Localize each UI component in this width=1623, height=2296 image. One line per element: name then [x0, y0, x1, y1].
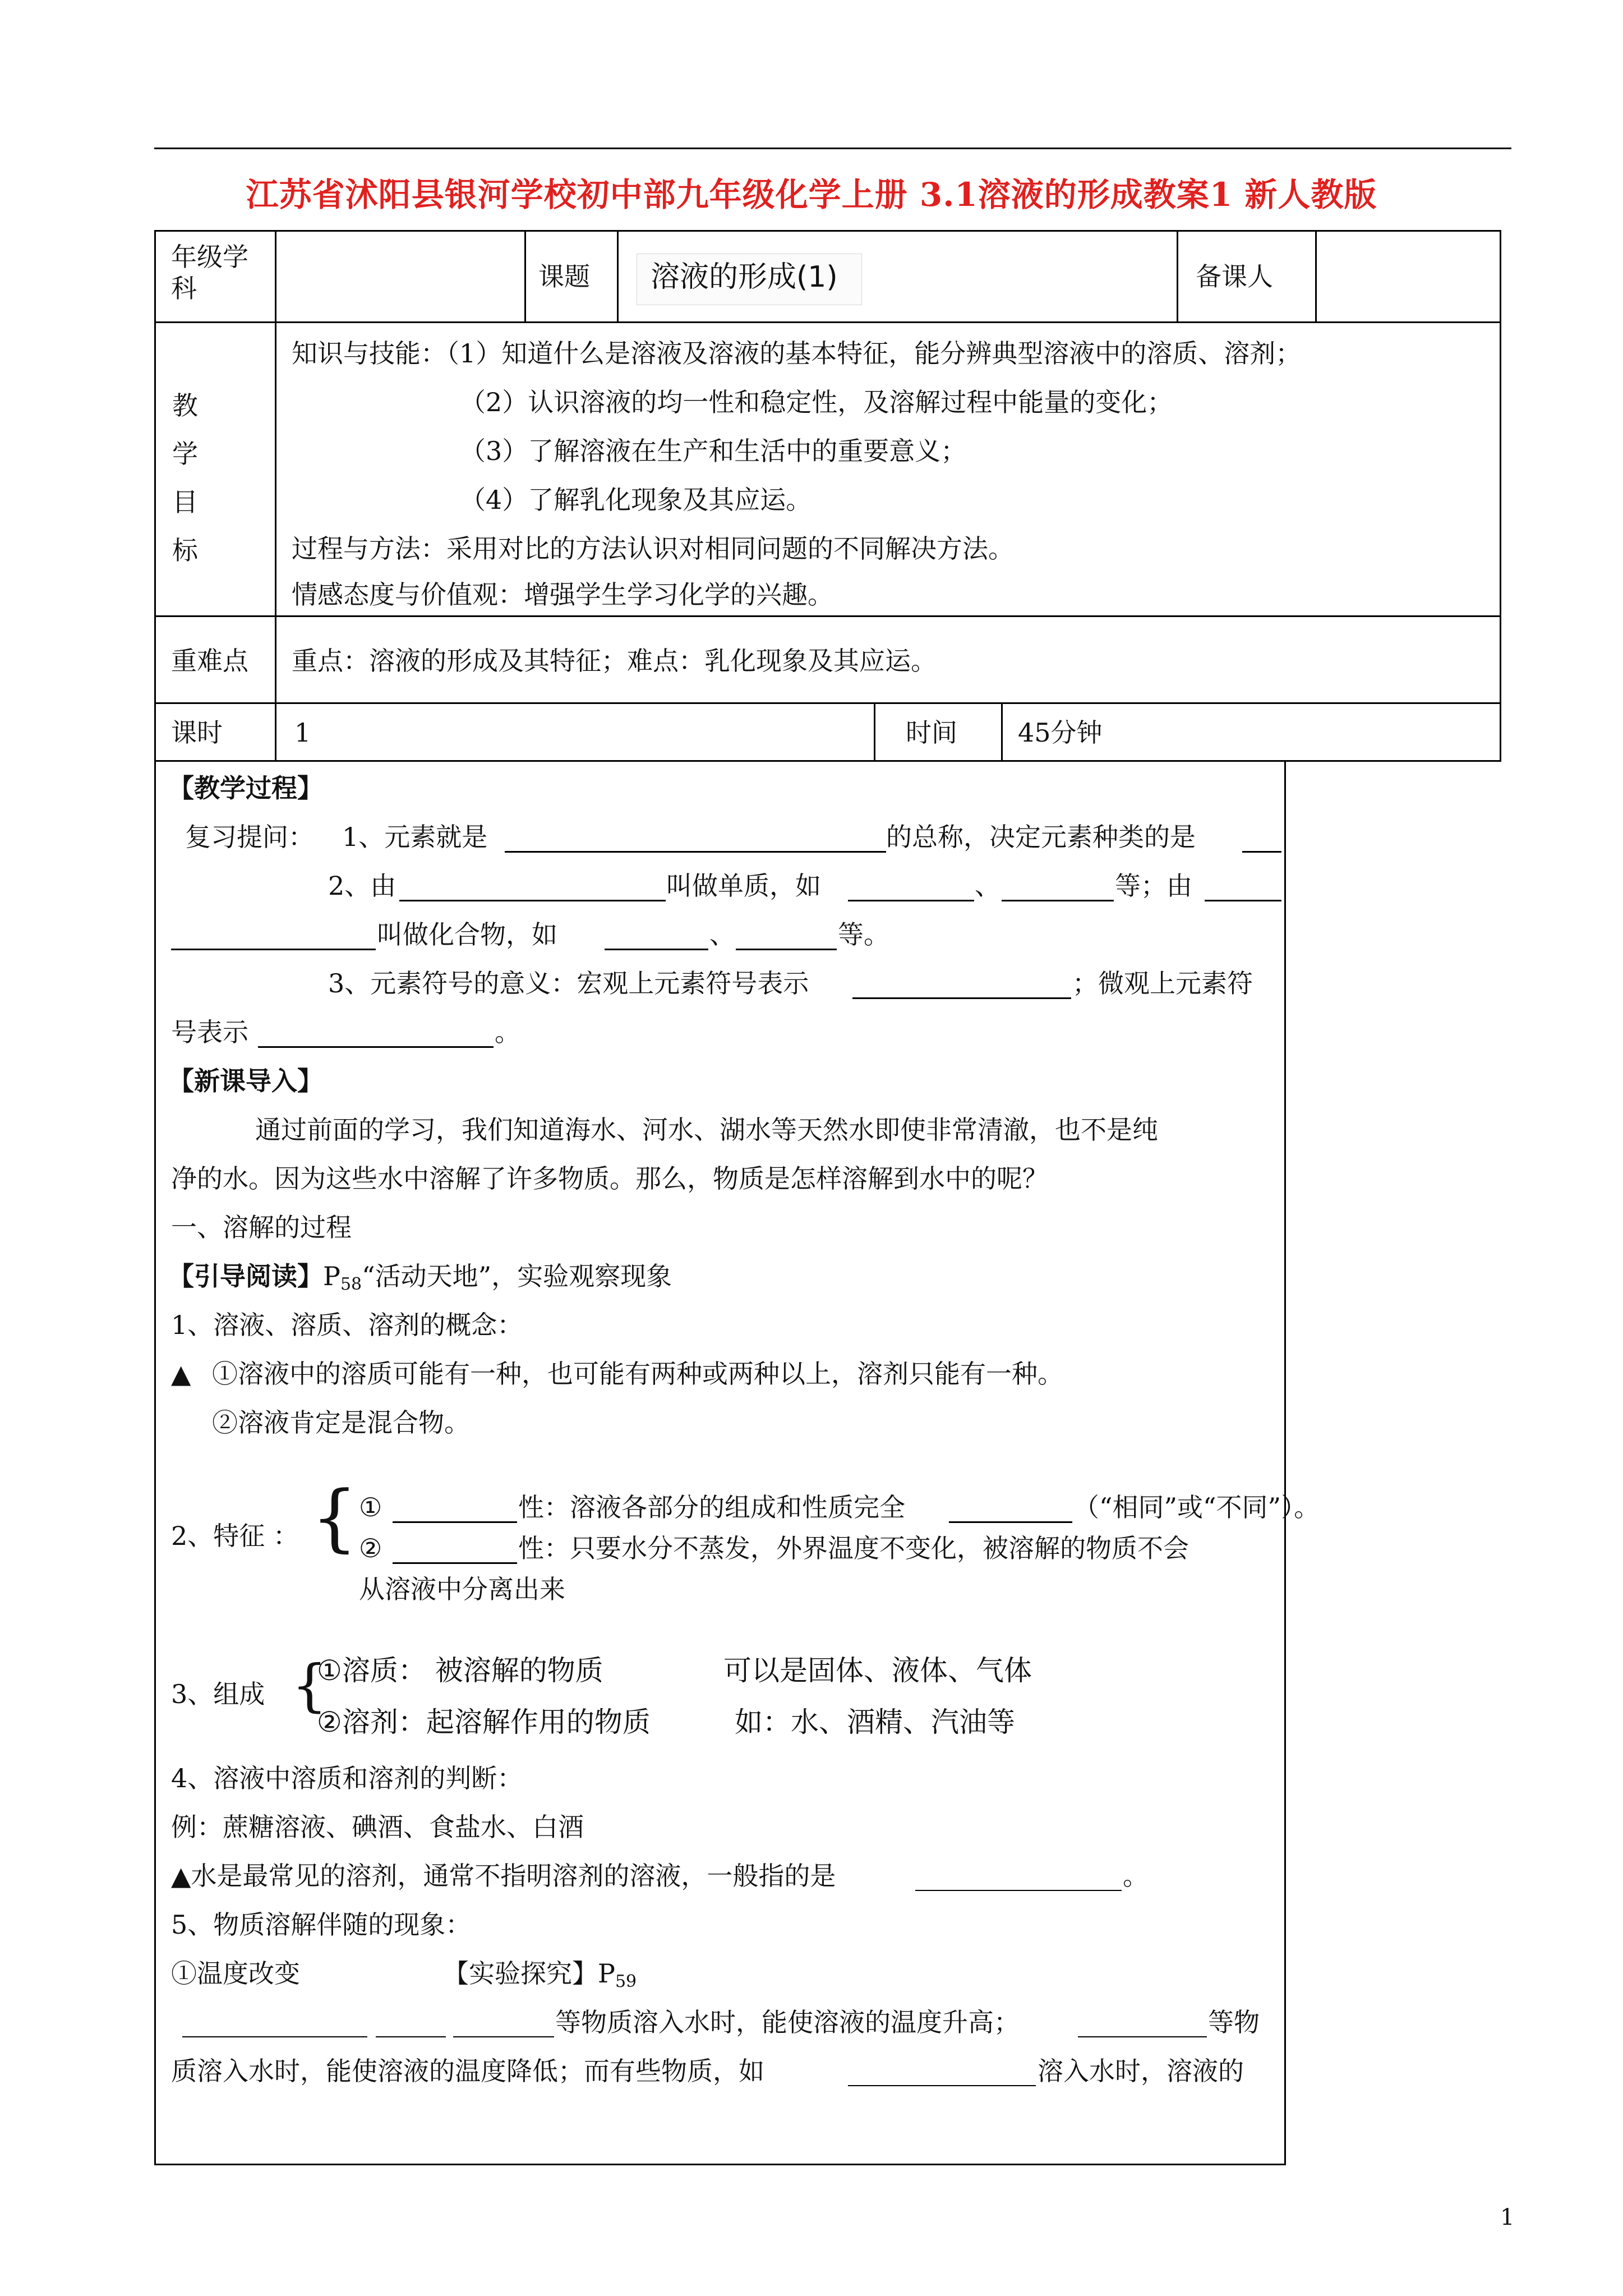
key-points-label: 重难点 — [171, 646, 248, 676]
blank-q3-1[interactable] — [852, 997, 1071, 999]
line-b: 等物 — [1208, 2007, 1260, 2037]
composition-2: ②溶剂：起溶解作用的物质 — [317, 1706, 651, 1738]
guide-reading: 【引导阅读】$P_{58}“$活动天地”，实验观察现象 — [168, 1261, 672, 1294]
blank-q2-5[interactable] — [171, 949, 376, 950]
time-label: 时间 — [906, 717, 957, 748]
grade-subject-label: 年级学 科 — [171, 242, 248, 303]
feature-2-num: ② — [359, 1533, 382, 1563]
feature-2-cont: 从溶液中分离出来 — [359, 1574, 565, 1604]
intro-line-1: 通过前面的学习，我们知道海水、河水、湖水等天然水即使非常清澈，也不是纯 — [255, 1115, 1158, 1145]
blank-q1-2[interactable] — [1242, 851, 1281, 853]
q2-d: 等；由 — [1115, 871, 1192, 901]
q2-c: 、 — [975, 871, 1000, 901]
line-c: 质溶入水时，能使溶液的温度降低；而有些物质，如 — [171, 2056, 764, 2086]
feature-1-hint: （“相同”或“不同”）。 — [1073, 1492, 1320, 1522]
process-heading: 【教学过程】 — [168, 773, 323, 803]
temp-change: ①温度改变 — [171, 1958, 300, 1989]
feature-1-num: ① — [359, 1492, 382, 1522]
goal-line-4: （4）了解乳化现象及其应运。 — [460, 485, 812, 515]
section-1-heading: 一、溶解的过程 — [171, 1212, 352, 1243]
q3-b: ；微观上元素符 — [1072, 968, 1253, 999]
composition-1: ①溶质： 被溶解的物质 — [317, 1654, 603, 1687]
line-d: 溶入水时，溶液的 — [1038, 2056, 1244, 2086]
goal-line-6: 情感态度与价值观：增强学生学习化学的兴趣。 — [292, 579, 833, 610]
feature-label: 2、特征 ： — [171, 1521, 299, 1551]
hours-label: 课时 — [171, 717, 223, 748]
water-note: ▲水是最常见的溶剂，通常不指明溶剂的溶液，一般指的是 — [171, 1861, 836, 1891]
feature-brace: { — [311, 1475, 358, 1560]
blank-q2-4[interactable] — [1205, 900, 1281, 901]
feature-1-text: 性：溶液各部分的组成和性质完全 — [518, 1492, 905, 1522]
topic-value: 溶液的形成(1) — [651, 260, 838, 294]
q3-a: 3、元素符号的意义：宏观上元素符号表示 — [328, 968, 809, 999]
composition-label: 3、组成 — [171, 1679, 265, 1709]
blank-feature-1b[interactable] — [949, 1521, 1072, 1523]
q3-d: 。 — [495, 1017, 520, 1047]
note-1: ①溶液中的溶质可能有一种，也可能有两种或两种以上，溶剂只能有一种。 — [212, 1359, 1063, 1389]
goal-line-5: 过程与方法：采用对比的方法认识对相同问题的不同解决方法。 — [292, 533, 1014, 564]
blank-5-4[interactable] — [1078, 2036, 1207, 2037]
hours-value: 1 — [294, 717, 311, 748]
blank-q1-1[interactable] — [505, 851, 886, 853]
composition-2-detail: 如：水、酒精、汽油等 — [735, 1706, 1015, 1738]
composition-brace: { — [292, 1653, 328, 1718]
item-5: 5、物质溶解伴随的现象： — [171, 1910, 472, 1940]
q2-e: 叫做化合物，如 — [377, 919, 557, 950]
note-2: ②溶液肯定是混合物。 — [212, 1407, 470, 1438]
blank-5-5[interactable] — [848, 2085, 1036, 2086]
blank-q3-2[interactable] — [258, 1046, 494, 1048]
blank-feature-2[interactable] — [393, 1562, 517, 1564]
triangle-marker: ▲ — [171, 1359, 191, 1389]
intro-line-2: 净的水。因为这些水中溶解了许多物质。那么，物质是怎样溶解到水中的呢？ — [171, 1163, 1048, 1194]
q1-a: 1、元素就是 — [342, 822, 488, 852]
q2-g: 等。 — [838, 919, 889, 950]
blank-q2-2[interactable] — [848, 900, 974, 901]
top-rule — [154, 148, 1511, 149]
blank-5-2[interactable] — [376, 2036, 446, 2037]
goals-label: 教 学 目 标 — [172, 390, 198, 565]
blank-5-1[interactable] — [182, 2036, 367, 2037]
goal-line-2: （2）认识溶液的均一性和稳定性，及溶解过程中能量的变化； — [460, 387, 1173, 417]
blank-feature-1[interactable] — [393, 1521, 517, 1523]
blank-5-3[interactable] — [453, 2036, 554, 2037]
example: 例：蔗糖溶液、碘酒、食盐水、白酒 — [171, 1812, 584, 1842]
blank-q2-1[interactable] — [399, 900, 666, 901]
goal-line-1: 知识与技能：（1）知道什么是溶液及溶液的基本特征，能分辨典型溶液中的溶质、溶剂； — [292, 338, 1302, 369]
water-note-end: 。 — [1123, 1861, 1149, 1891]
q1-b: 的总称，决定元素种类的是 — [886, 822, 1196, 852]
blank-q2-7[interactable] — [736, 949, 837, 950]
experiment: 【实验探究】$P_{59}$ — [443, 1958, 637, 1991]
q3-c: 号表示 — [171, 1017, 248, 1047]
document-title: 江苏省沭阳县银河学校初中部九年级化学上册 3.1溶液的形成教案1 新人教版 — [246, 176, 1377, 214]
item-1: 1、溶液、溶质、溶剂的概念： — [171, 1310, 523, 1340]
review-prefix: 复习提问： — [185, 822, 314, 852]
item-4: 4、溶液中溶质和溶剂的判断： — [171, 1763, 523, 1793]
composition-1-detail: 可以是固体、液体、气体 — [723, 1654, 1032, 1687]
preparer-label: 备课人 — [1196, 261, 1273, 292]
blank-q2-6[interactable] — [605, 949, 708, 950]
time-value: 45分钟 — [1018, 717, 1103, 748]
topic-label: 课题 — [538, 261, 590, 292]
q2-f: 、 — [709, 919, 735, 950]
blank-q2-3[interactable] — [1002, 900, 1114, 901]
key-points-value: 重点：溶液的形成及其特征；难点：乳化现象及其应运。 — [292, 646, 937, 676]
goal-line-3: （3）了解溶液在生产和生活中的重要意义； — [460, 436, 967, 466]
line-a: 等物质溶入水时，能使溶液的温度升高； — [555, 2007, 1020, 2037]
new-lesson-heading: 【新课导入】 — [168, 1066, 323, 1096]
feature-2-text: 性：只要水分不蒸发，外界温度不变化，被溶解的物质不会 — [518, 1533, 1189, 1563]
blank-water[interactable] — [915, 1890, 1122, 1891]
page-number: 1 — [1500, 2205, 1515, 2230]
q2-a: 2、由 — [328, 871, 396, 901]
q2-b: 叫做单质，如 — [666, 871, 821, 901]
